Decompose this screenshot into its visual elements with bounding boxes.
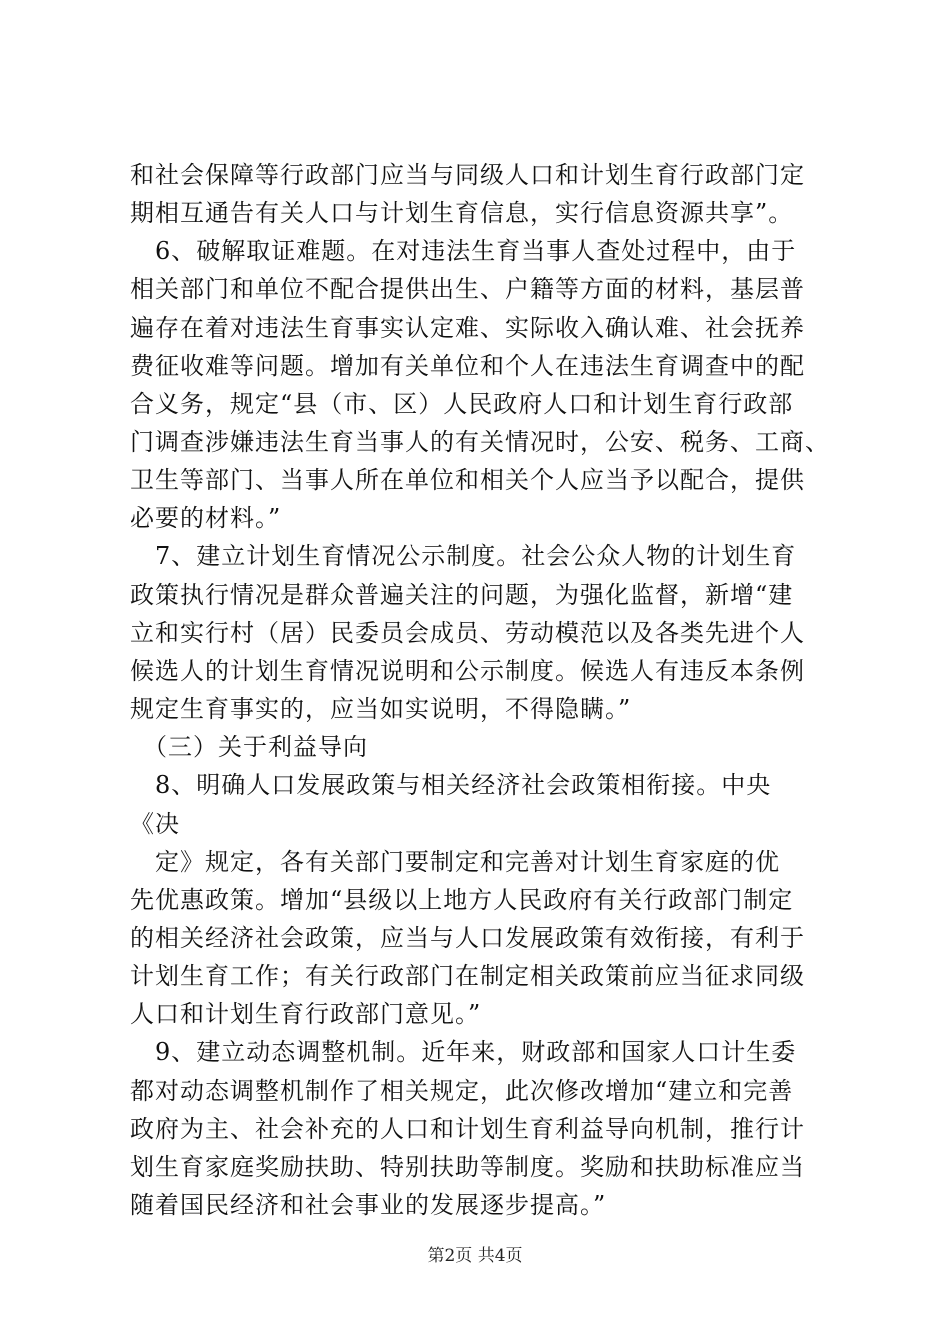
text-line: 必要的材料。” [130, 504, 282, 532]
page-number: 第2页 共4页 [427, 1246, 523, 1266]
text-line: 6、破解取证难题。在对违法生育当事人查处过程中，由于 [130, 237, 797, 265]
text-line: 门调查涉嫌违法生育当事人的有关情况时，公安、税务、工商、 [130, 428, 830, 456]
text-line: 卫生等部门、当事人所在单位和相关个人应当予以配合，提供 [130, 466, 805, 494]
text-line: 费征收难等问题。增加有关单位和个人在违法生育调查中的配 [130, 352, 805, 380]
text-line: 相关部门和单位不配合提供出生、户籍等方面的材料，基层普 [130, 275, 805, 303]
text-line: 定》规定，各有关部门要制定和完善对计划生育家庭的优 [130, 848, 780, 876]
text-line: 划生育家庭奖励扶助、特别扶助等制度。奖励和扶助标准应当 [130, 1153, 805, 1181]
text-line: 政策执行情况是群众普遍关注的问题，为强化监督，新增“建 [130, 581, 794, 609]
text-line: 候选人的计划生育情况说明和公示制度。候选人有违反本条例 [130, 657, 805, 685]
text-line: 政府为主、社会补充的人口和计划生育利益导向机制，推行计 [130, 1115, 805, 1143]
text-line: 遍存在着对违法生育事实认定难、实际收入确认难、社会抚养 [130, 314, 805, 342]
text-line: 和社会保障等行政部门应当与同级人口和计划生育行政部门定 [130, 161, 805, 189]
text-line: 随着国民经济和社会事业的发展逐步提高。” [130, 1191, 607, 1219]
text-line: 9、建立动态调整机制。近年来，财政部和国家人口计生委 [130, 1038, 797, 1066]
text-line: 8、明确人口发展政策与相关经济社会政策相衔接。中央 [130, 771, 772, 799]
text-line: 的相关经济社会政策，应当与人口发展政策有效衔接，有利于 [130, 924, 805, 952]
section-heading: （三）关于利益导向 [130, 733, 368, 761]
text-line: 都对动态调整机制作了相关规定，此次修改增加“建立和完善 [130, 1077, 794, 1105]
text-line: 规定生育事实的，应当如实说明，不得隐瞒。” [130, 695, 632, 723]
text-line: 计划生育工作；有关行政部门在制定相关政策前应当征求同级 [130, 962, 805, 990]
text-line: 合义务，规定“县（市、区）人民政府人口和计划生育行政部 [130, 390, 794, 418]
text-line: 《决 [130, 810, 180, 838]
text-line: 立和实行村（居）民委员会成员、劳动模范以及各类先进个人 [130, 619, 805, 647]
text-line: 先优惠政策。增加“县级以上地方人民政府有关行政部门制定 [130, 886, 794, 914]
text-line: 期相互通告有关人口与计划生育信息，实行信息资源共享”。 [130, 199, 794, 227]
text-line: 人口和计划生育行政部门意见。” [130, 1000, 482, 1028]
text-line: 7、建立计划生育情况公示制度。社会公众人物的计划生育 [130, 542, 797, 570]
